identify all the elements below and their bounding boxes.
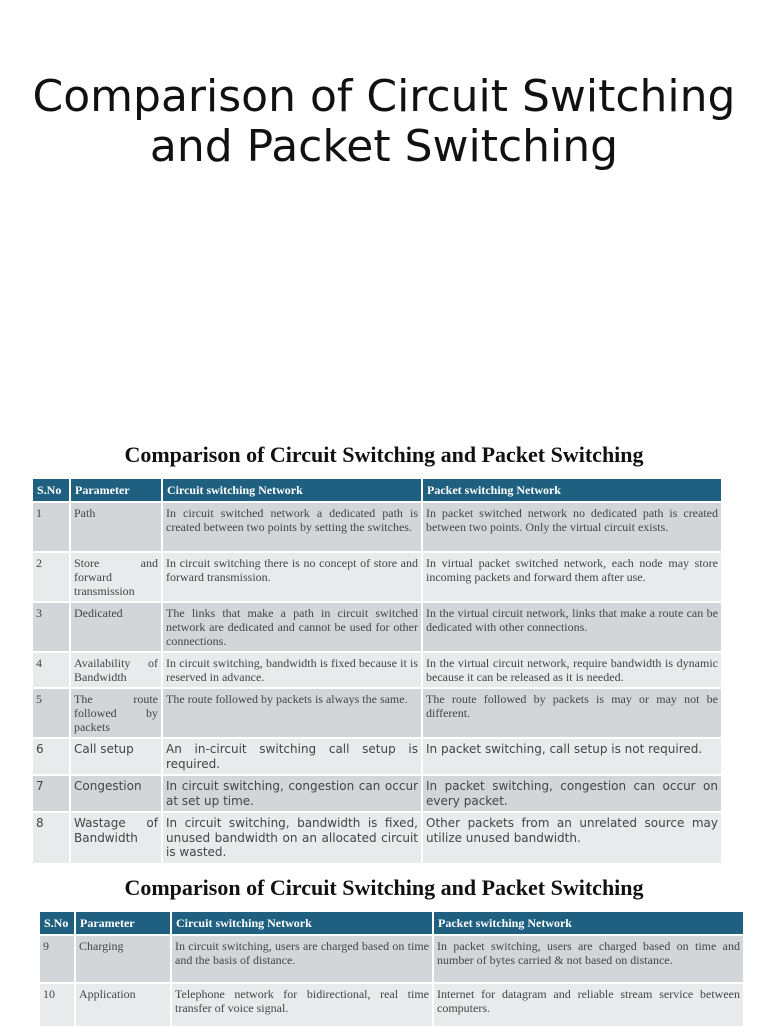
table-header-row [39, 911, 744, 935]
table-row [32, 552, 722, 602]
cell-parameter: Congestion [70, 775, 162, 812]
cell-sno: 2 [32, 552, 70, 602]
cell-sno: 7 [32, 775, 70, 812]
table-row [32, 812, 722, 864]
cell-packet: In the virtual circuit network, links that make a route can be dedicated with other connections. [422, 602, 722, 652]
cell-circuit: In circuit switching there is no concept of store and forward transmission. [162, 552, 422, 602]
cell-circuit: In circuit switching, congestion can occur at set up time. [162, 775, 422, 812]
cell-parameter: Path [70, 502, 162, 552]
header-sno: S.No [32, 478, 70, 502]
header-circuit: Circuit switching Network [162, 478, 422, 502]
table-row [32, 688, 722, 738]
table-row [32, 602, 722, 652]
cell-packet: In virtual packet switched network, each node may store incoming packets and forward them after use. [422, 552, 722, 602]
header-circuit: Circuit switching Network [171, 911, 433, 935]
comparison-table-continued [38, 910, 745, 1028]
table-heading: Comparison of Circuit Switching and Packet Switching [124, 875, 644, 900]
cell-packet: In packet switched network no dedicated path is created between two points. Only the virtual circuit exists. [422, 502, 722, 552]
cell-sno: 3 [32, 602, 70, 652]
cell-packet: Other packets from an unrelated source may utilize unused bandwidth. [422, 812, 722, 864]
header-parameter: Parameter [75, 911, 171, 935]
cell-parameter: The route followed by packets [70, 688, 162, 738]
header-packet: Packet switching Network [422, 478, 722, 502]
cell-circuit: The links that make a path in circuit switched network are dedicated and cannot be used for other connections. [162, 602, 422, 652]
cell-circuit: In circuit switching, bandwidth is fixed because it is reserved in advance. [162, 652, 422, 688]
cell-parameter: Store and forward transmission [70, 552, 162, 602]
table-row [32, 652, 722, 688]
table-row [39, 983, 744, 1027]
header-packet: Packet switching Network [433, 911, 744, 935]
header-parameter: Parameter [70, 478, 162, 502]
cell-packet: Internet for datagram and reliable stream service between computers. [433, 983, 744, 1027]
cell-circuit: In circuit switching, bandwidth is fixed, unused bandwidth on an allocated circuit is wasted. [162, 812, 422, 864]
table-header-row [32, 478, 722, 502]
table-row [32, 502, 722, 552]
cell-circuit: Telephone network for bidirectional, real time transfer of voice signal. [171, 983, 433, 1027]
cell-circuit: In circuit switched network a dedicated path is created between two points by setting the switches. [162, 502, 422, 552]
cell-sno: 5 [32, 688, 70, 738]
cell-parameter: Charging [75, 935, 171, 983]
comparison-table [31, 477, 723, 865]
cell-sno: 1 [32, 502, 70, 552]
cell-sno: 10 [39, 983, 75, 1027]
cell-sno: 9 [39, 935, 75, 983]
table-heading: Comparison of Circuit Switching and Packet Switching [124, 442, 644, 467]
cell-sno: 4 [32, 652, 70, 688]
slide-title: Comparison of Circuit Switching and Packet Switching [32, 71, 736, 172]
cell-parameter: Wastage of Bandwidth [70, 812, 162, 864]
header-sno: S.No [39, 911, 75, 935]
cell-packet: In packet switching, call setup is not required. [422, 738, 722, 775]
cell-packet: In packet switching, congestion can occur on every packet. [422, 775, 722, 812]
cell-packet: The route followed by packets is may or may not be different. [422, 688, 722, 738]
cell-parameter: Dedicated [70, 602, 162, 652]
table-row [32, 775, 722, 812]
cell-circuit: An in-circuit switching call setup is required. [162, 738, 422, 775]
cell-sno: 8 [32, 812, 70, 864]
cell-packet: In the virtual circuit network, require bandwidth is dynamic because it can be released as it is needed. [422, 652, 722, 688]
cell-circuit: In circuit switching, users are charged based on time and the basis of distance. [171, 935, 433, 983]
cell-circuit: The route followed by packets is always the same. [162, 688, 422, 738]
cell-parameter: Application [75, 983, 171, 1027]
cell-sno: 6 [32, 738, 70, 775]
cell-parameter: Call setup [70, 738, 162, 775]
table-row [39, 935, 744, 983]
cell-parameter: Availability of Bandwidth [70, 652, 162, 688]
cell-packet: In packet switching, users are charged based on time and number of bytes carried & not based on distance. [433, 935, 744, 983]
table-row [32, 738, 722, 775]
